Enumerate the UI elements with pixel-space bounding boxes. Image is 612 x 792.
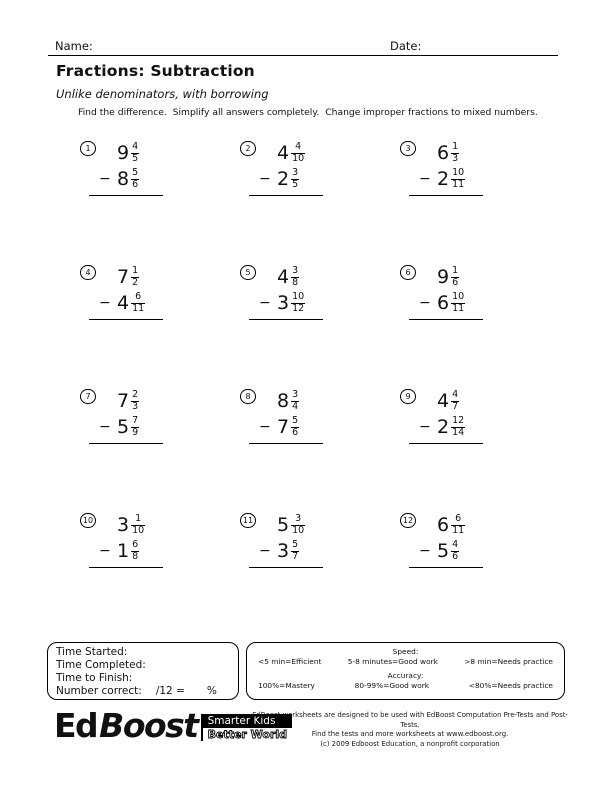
minuend-fraction bbox=[291, 390, 299, 412]
minuend-whole: 7 bbox=[117, 266, 130, 288]
minuend-denominator: 10 bbox=[132, 524, 145, 536]
speed-item-3: >8 min=Needs practice bbox=[464, 657, 553, 666]
problem-number-badge: 10 bbox=[80, 513, 96, 528]
number-correct-label: Number correct: bbox=[56, 685, 142, 697]
minuend-fraction bbox=[131, 142, 139, 164]
subtrahend-denominator: 11 bbox=[132, 302, 145, 314]
problem-work bbox=[259, 512, 323, 568]
answer-line bbox=[89, 319, 163, 320]
minuend-fraction bbox=[131, 266, 139, 288]
minus-sign: − bbox=[99, 295, 111, 311]
minuend-whole: 9 bbox=[117, 142, 130, 164]
minuend-numerator: 1 bbox=[452, 140, 459, 152]
subtrahend-fraction bbox=[291, 416, 299, 438]
subtrahend-whole: 1 bbox=[117, 540, 130, 562]
minuend-numerator: 2 bbox=[132, 388, 139, 400]
minuend-denominator: 5 bbox=[132, 152, 139, 164]
instructions-text: Find the difference. Simplify all answers completely. Change improper fractions to mixed numbers. bbox=[78, 107, 538, 118]
minuend-fraction bbox=[451, 390, 459, 412]
answer-line bbox=[409, 567, 483, 568]
problem-work bbox=[99, 140, 163, 196]
minus-sign: − bbox=[419, 295, 431, 311]
speed-item-1: <5 min=Efficient bbox=[258, 657, 322, 666]
subtrahend-numerator: 6 bbox=[131, 292, 145, 304]
minuend bbox=[99, 264, 163, 290]
footer-note-line-1: EdBoost worksheets are designed to be used with EdBoost Computation Pre-Tests and Post-Tests. bbox=[252, 711, 568, 729]
minuend-denominator: 8 bbox=[292, 276, 299, 288]
minuend-numerator: 6 bbox=[451, 514, 465, 526]
answer-line bbox=[409, 319, 483, 320]
accuracy-item-1: 100%=Mastery bbox=[258, 681, 315, 690]
subtrahend-numerator: 5 bbox=[292, 538, 299, 550]
minuend-fraction bbox=[451, 142, 459, 164]
minus-sign: − bbox=[259, 295, 271, 311]
problem-work bbox=[99, 512, 163, 568]
time-started-label: Time Started: bbox=[56, 646, 128, 658]
minuend bbox=[259, 388, 323, 414]
problem-10 bbox=[80, 508, 240, 632]
problem-6 bbox=[400, 260, 560, 384]
problem-work bbox=[419, 388, 483, 444]
problem-work bbox=[419, 140, 483, 196]
subtrahend bbox=[259, 538, 323, 564]
subtrahend-whole: 5 bbox=[437, 540, 450, 562]
problems-grid bbox=[80, 136, 560, 632]
minuend-numerator: 1 bbox=[131, 514, 145, 526]
subtrahend-numerator: 10 bbox=[452, 290, 465, 302]
answer-line bbox=[409, 443, 483, 444]
accuracy-row bbox=[247, 681, 564, 690]
subtrahend-fraction bbox=[451, 540, 459, 562]
speed-row bbox=[247, 657, 564, 666]
subtrahend-whole: 3 bbox=[277, 292, 290, 314]
minuend-numerator: 4 bbox=[132, 140, 139, 152]
minuend-denominator: 10 bbox=[292, 524, 305, 536]
problem-2 bbox=[240, 136, 400, 260]
minuend-whole: 9 bbox=[437, 266, 450, 288]
subtrahend-fraction bbox=[291, 540, 299, 562]
subtrahend-whole: 5 bbox=[117, 416, 130, 438]
subtrahend-numerator: 6 bbox=[132, 538, 139, 550]
subtrahend-denominator: 6 bbox=[452, 550, 459, 562]
problem-number-badge: 1 bbox=[80, 141, 96, 156]
minuend bbox=[259, 264, 323, 290]
answer-line bbox=[89, 195, 163, 196]
subtrahend-whole: 8 bbox=[117, 168, 130, 190]
scoring-box bbox=[47, 642, 239, 700]
page-subtitle: Unlike denominators, with borrowing bbox=[56, 87, 269, 101]
minuend bbox=[419, 264, 483, 290]
footer-note-line-2: Find the tests and more worksheets at www.edboost.org. bbox=[311, 730, 509, 738]
minuend-numerator: 4 bbox=[452, 388, 459, 400]
problem-work bbox=[419, 264, 483, 320]
subtrahend bbox=[419, 414, 483, 440]
time-completed-label: Time Completed: bbox=[56, 659, 146, 671]
minuend-denominator: 2 bbox=[132, 276, 139, 288]
minuend-denominator: 10 bbox=[292, 152, 305, 164]
minuend-denominator: 7 bbox=[452, 400, 459, 412]
subtrahend bbox=[99, 414, 163, 440]
logo-ed-text: Ed bbox=[54, 706, 98, 745]
speed-item-2: 5-8 minutes=Good work bbox=[347, 657, 438, 666]
minuend-whole: 4 bbox=[277, 266, 290, 288]
minuend-whole: 7 bbox=[117, 390, 130, 412]
minus-sign: − bbox=[419, 543, 431, 559]
answer-line bbox=[89, 567, 163, 568]
subtrahend-fraction bbox=[131, 540, 139, 562]
problem-number-badge: 9 bbox=[400, 389, 416, 404]
problem-8 bbox=[240, 384, 400, 508]
subtrahend-numerator: 5 bbox=[292, 414, 299, 426]
subtrahend bbox=[259, 290, 323, 316]
problem-4 bbox=[80, 260, 240, 384]
subtrahend bbox=[419, 290, 483, 316]
minuend-whole: 4 bbox=[437, 390, 450, 412]
minuend-fraction bbox=[451, 266, 459, 288]
subtrahend-denominator: 7 bbox=[292, 550, 299, 562]
minuend bbox=[419, 512, 483, 538]
minuend-denominator: 4 bbox=[292, 400, 299, 412]
subtrahend-denominator: 6 bbox=[132, 178, 139, 190]
date-label: Date: bbox=[390, 39, 422, 53]
minus-sign: − bbox=[259, 171, 271, 187]
problem-work bbox=[259, 388, 323, 444]
minuend bbox=[419, 140, 483, 166]
problem-number-badge: 12 bbox=[400, 513, 416, 528]
subtrahend-numerator: 3 bbox=[292, 166, 299, 178]
minuend-fraction bbox=[291, 514, 305, 536]
subtrahend-numerator: 4 bbox=[452, 538, 459, 550]
minuend-whole: 6 bbox=[437, 142, 450, 164]
minuend-whole: 5 bbox=[277, 514, 290, 536]
minuend-numerator: 3 bbox=[291, 514, 305, 526]
subtrahend bbox=[99, 290, 163, 316]
minuend-numerator: 4 bbox=[291, 142, 305, 154]
subtrahend-numerator: 5 bbox=[132, 166, 139, 178]
minuend-whole: 4 bbox=[277, 142, 290, 164]
minuend-whole: 3 bbox=[117, 514, 130, 536]
subtrahend-whole: 3 bbox=[277, 540, 290, 562]
problem-3 bbox=[400, 136, 560, 260]
minuend-numerator: 3 bbox=[292, 388, 299, 400]
minuend bbox=[99, 140, 163, 166]
accuracy-label: Accuracy: bbox=[387, 671, 424, 680]
minuend-denominator: 3 bbox=[452, 152, 459, 164]
minuend-numerator: 3 bbox=[292, 264, 299, 276]
footer-note bbox=[250, 711, 570, 749]
minuend-numerator: 1 bbox=[452, 264, 459, 276]
problem-work bbox=[259, 140, 323, 196]
minuend-whole: 8 bbox=[277, 390, 290, 412]
problem-work bbox=[419, 512, 483, 568]
logo-boost-text: Boost bbox=[99, 706, 198, 745]
subtrahend-denominator: 11 bbox=[452, 178, 465, 190]
minus-sign: − bbox=[99, 419, 111, 435]
problem-number-badge: 6 bbox=[400, 265, 416, 280]
problem-number-badge: 11 bbox=[240, 513, 256, 528]
subtrahend-numerator: 7 bbox=[132, 414, 139, 426]
subtrahend-denominator: 11 bbox=[452, 302, 465, 314]
problem-number-badge: 4 bbox=[80, 265, 96, 280]
minuend-denominator: 11 bbox=[452, 524, 465, 536]
minus-sign: − bbox=[99, 543, 111, 559]
header-rule bbox=[48, 55, 558, 56]
problem-5 bbox=[240, 260, 400, 384]
subtrahend-fraction bbox=[131, 292, 145, 314]
subtrahend-fraction bbox=[131, 416, 139, 438]
minuend-fraction bbox=[131, 514, 145, 536]
subtrahend-denominator: 5 bbox=[292, 178, 299, 190]
subtrahend-whole: 7 bbox=[277, 416, 290, 438]
problem-11 bbox=[240, 508, 400, 632]
problem-number-badge: 7 bbox=[80, 389, 96, 404]
subtrahend bbox=[419, 166, 483, 192]
minuend-fraction bbox=[131, 390, 139, 412]
subtrahend-fraction bbox=[291, 168, 299, 190]
subtrahend bbox=[99, 166, 163, 192]
subtrahend-whole: 4 bbox=[117, 292, 130, 314]
subtrahend-numerator: 10 bbox=[292, 290, 305, 302]
minus-sign: − bbox=[419, 171, 431, 187]
minuend-denominator: 3 bbox=[132, 400, 139, 412]
subtrahend bbox=[259, 414, 323, 440]
problem-work bbox=[259, 264, 323, 320]
problem-number-badge: 3 bbox=[400, 141, 416, 156]
minuend bbox=[259, 512, 323, 538]
problem-12 bbox=[400, 508, 560, 632]
subtrahend-denominator: 12 bbox=[292, 302, 305, 314]
minus-sign: − bbox=[259, 419, 271, 435]
subtrahend-fraction bbox=[451, 416, 465, 438]
subtrahend-numerator: 12 bbox=[452, 414, 465, 426]
answer-line bbox=[89, 443, 163, 444]
time-to-finish-label: Time to Finish: bbox=[56, 672, 133, 684]
minuend-fraction bbox=[291, 266, 299, 288]
subtrahend-fraction bbox=[451, 168, 465, 190]
tagline-better-world: Better World bbox=[207, 728, 288, 741]
answer-line bbox=[249, 567, 323, 568]
problem-9 bbox=[400, 384, 560, 508]
minuend bbox=[259, 140, 323, 166]
subtrahend-denominator: 9 bbox=[132, 426, 139, 438]
accuracy-item-3: <80%=Needs practice bbox=[468, 681, 553, 690]
subtrahend bbox=[259, 166, 323, 192]
score-percent: % bbox=[206, 685, 217, 697]
subtrahend-whole: 2 bbox=[437, 168, 450, 190]
minuend-fraction bbox=[291, 142, 305, 164]
minuend-whole: 6 bbox=[437, 514, 450, 536]
subtrahend bbox=[99, 538, 163, 564]
subtrahend-denominator: 8 bbox=[132, 550, 139, 562]
minuend-denominator: 6 bbox=[452, 276, 459, 288]
subtrahend-fraction bbox=[131, 168, 139, 190]
answer-line bbox=[409, 195, 483, 196]
answer-line bbox=[249, 195, 323, 196]
subtrahend-denominator: 14 bbox=[452, 426, 465, 438]
problem-work bbox=[99, 388, 163, 444]
minuend-numerator: 1 bbox=[132, 264, 139, 276]
subtrahend-fraction bbox=[291, 292, 305, 314]
subtrahend-numerator: 10 bbox=[452, 166, 465, 178]
subtrahend-fraction bbox=[451, 292, 465, 314]
minuend bbox=[419, 388, 483, 414]
problem-1 bbox=[80, 136, 240, 260]
footer-note-line-3: (c) 2009 Edboost Education, a nonprofit corporation bbox=[320, 739, 500, 748]
minus-sign: − bbox=[99, 171, 111, 187]
subtrahend-whole: 2 bbox=[277, 168, 290, 190]
score-fraction: /12 = bbox=[155, 685, 185, 697]
subtrahend bbox=[419, 538, 483, 564]
minus-sign: − bbox=[419, 419, 431, 435]
tagline-smarter-kids: Smarter Kids bbox=[203, 714, 292, 728]
problem-number-badge: 8 bbox=[240, 389, 256, 404]
subtrahend-whole: 2 bbox=[437, 416, 450, 438]
problem-7 bbox=[80, 384, 240, 508]
problem-work bbox=[99, 264, 163, 320]
minus-sign: − bbox=[259, 543, 271, 559]
minuend bbox=[99, 388, 163, 414]
rubric-box bbox=[246, 642, 565, 700]
problem-number-badge: 5 bbox=[240, 265, 256, 280]
minuend-fraction bbox=[451, 514, 465, 536]
subtrahend-denominator: 6 bbox=[292, 426, 299, 438]
problem-number-badge: 2 bbox=[240, 141, 256, 156]
answer-line bbox=[249, 319, 323, 320]
subtrahend-whole: 6 bbox=[437, 292, 450, 314]
answer-line bbox=[249, 443, 323, 444]
accuracy-item-2: 80-99%=Good work bbox=[354, 681, 430, 690]
page-title: Fractions: Subtraction bbox=[56, 62, 255, 80]
minuend bbox=[99, 512, 163, 538]
speed-label: Speed: bbox=[392, 647, 419, 656]
number-correct-line bbox=[56, 685, 238, 698]
name-label: Name: bbox=[55, 39, 93, 53]
